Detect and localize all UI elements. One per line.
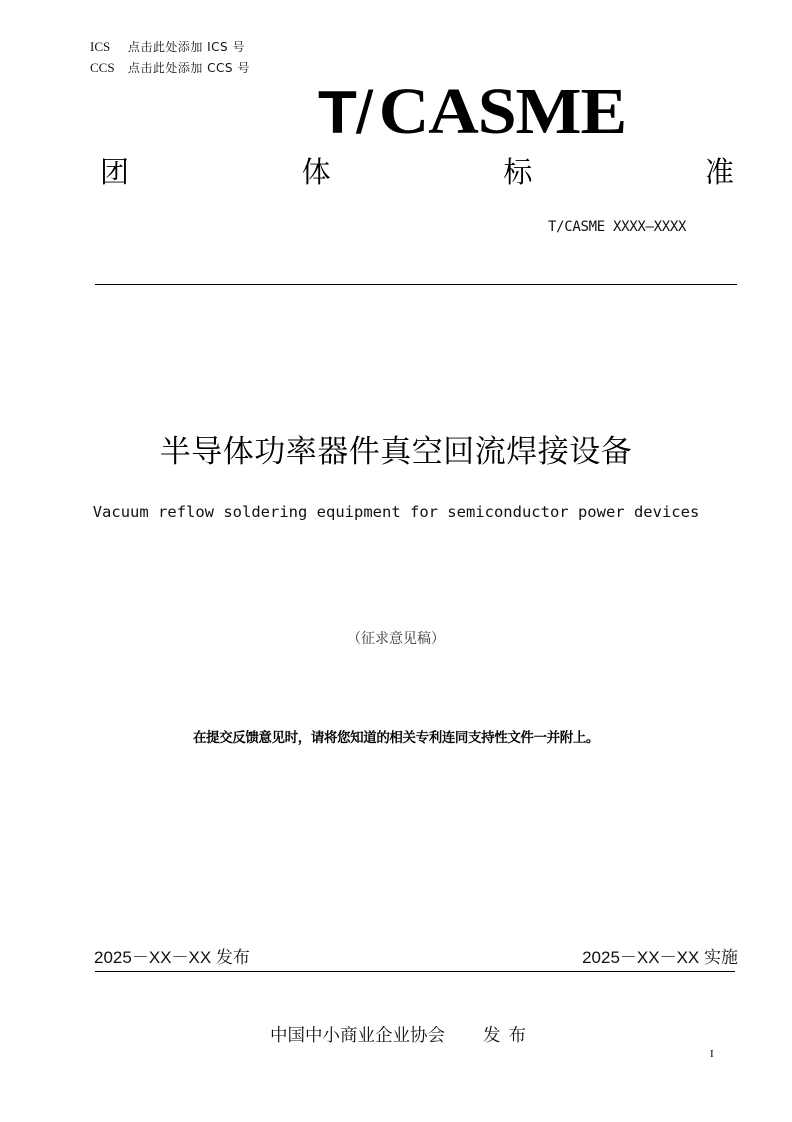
document-title-english: Vacuum reflow soldering equipment for semiconductor power devices xyxy=(92,503,700,521)
casme-logo xyxy=(318,75,710,148)
footer-divider xyxy=(95,971,735,972)
header-divider xyxy=(95,284,737,285)
document-title-chinese: 半导体功率器件真空回流焊接设备 xyxy=(159,434,633,470)
ccs-placeholder-field[interactable]: 点击此处添加 CCS 号 xyxy=(127,61,250,75)
ics-line xyxy=(90,40,245,54)
logo-prefix: T xyxy=(318,79,356,146)
ics-code: ICS xyxy=(90,39,111,54)
ccs-code: CCS xyxy=(90,60,115,75)
draft-status-label: （征求意见稿） xyxy=(347,631,445,647)
standard-type-char: 标 xyxy=(503,155,533,189)
issue-date: 2025－XX－XX 发布 xyxy=(94,948,250,967)
standard-type-char: 准 xyxy=(704,155,734,189)
page-number: I xyxy=(710,1048,714,1060)
implementation-date: 2025－XX－XX 实施 xyxy=(582,948,738,967)
ics-placeholder-field[interactable]: 点击此处添加 ICS 号 xyxy=(127,40,245,54)
logo-org: CASME xyxy=(378,75,627,148)
patent-notice: 在提交反馈意见时，请将您知道的相关专利连同支持性文件一并附上。 xyxy=(192,730,600,746)
standard-type-char: 团 xyxy=(100,155,130,189)
standard-type-char: 体 xyxy=(301,155,331,189)
publisher-line xyxy=(270,1024,534,1048)
logo-slash: / xyxy=(355,79,373,146)
ccs-line xyxy=(90,61,250,75)
publisher-name: 中国中小商业企业协会 xyxy=(270,1026,445,1046)
standard-type-heading xyxy=(100,152,734,192)
publish-verb: 发布 xyxy=(483,1026,534,1046)
standard-number: T/CASME XXXX—XXXX xyxy=(548,219,687,235)
